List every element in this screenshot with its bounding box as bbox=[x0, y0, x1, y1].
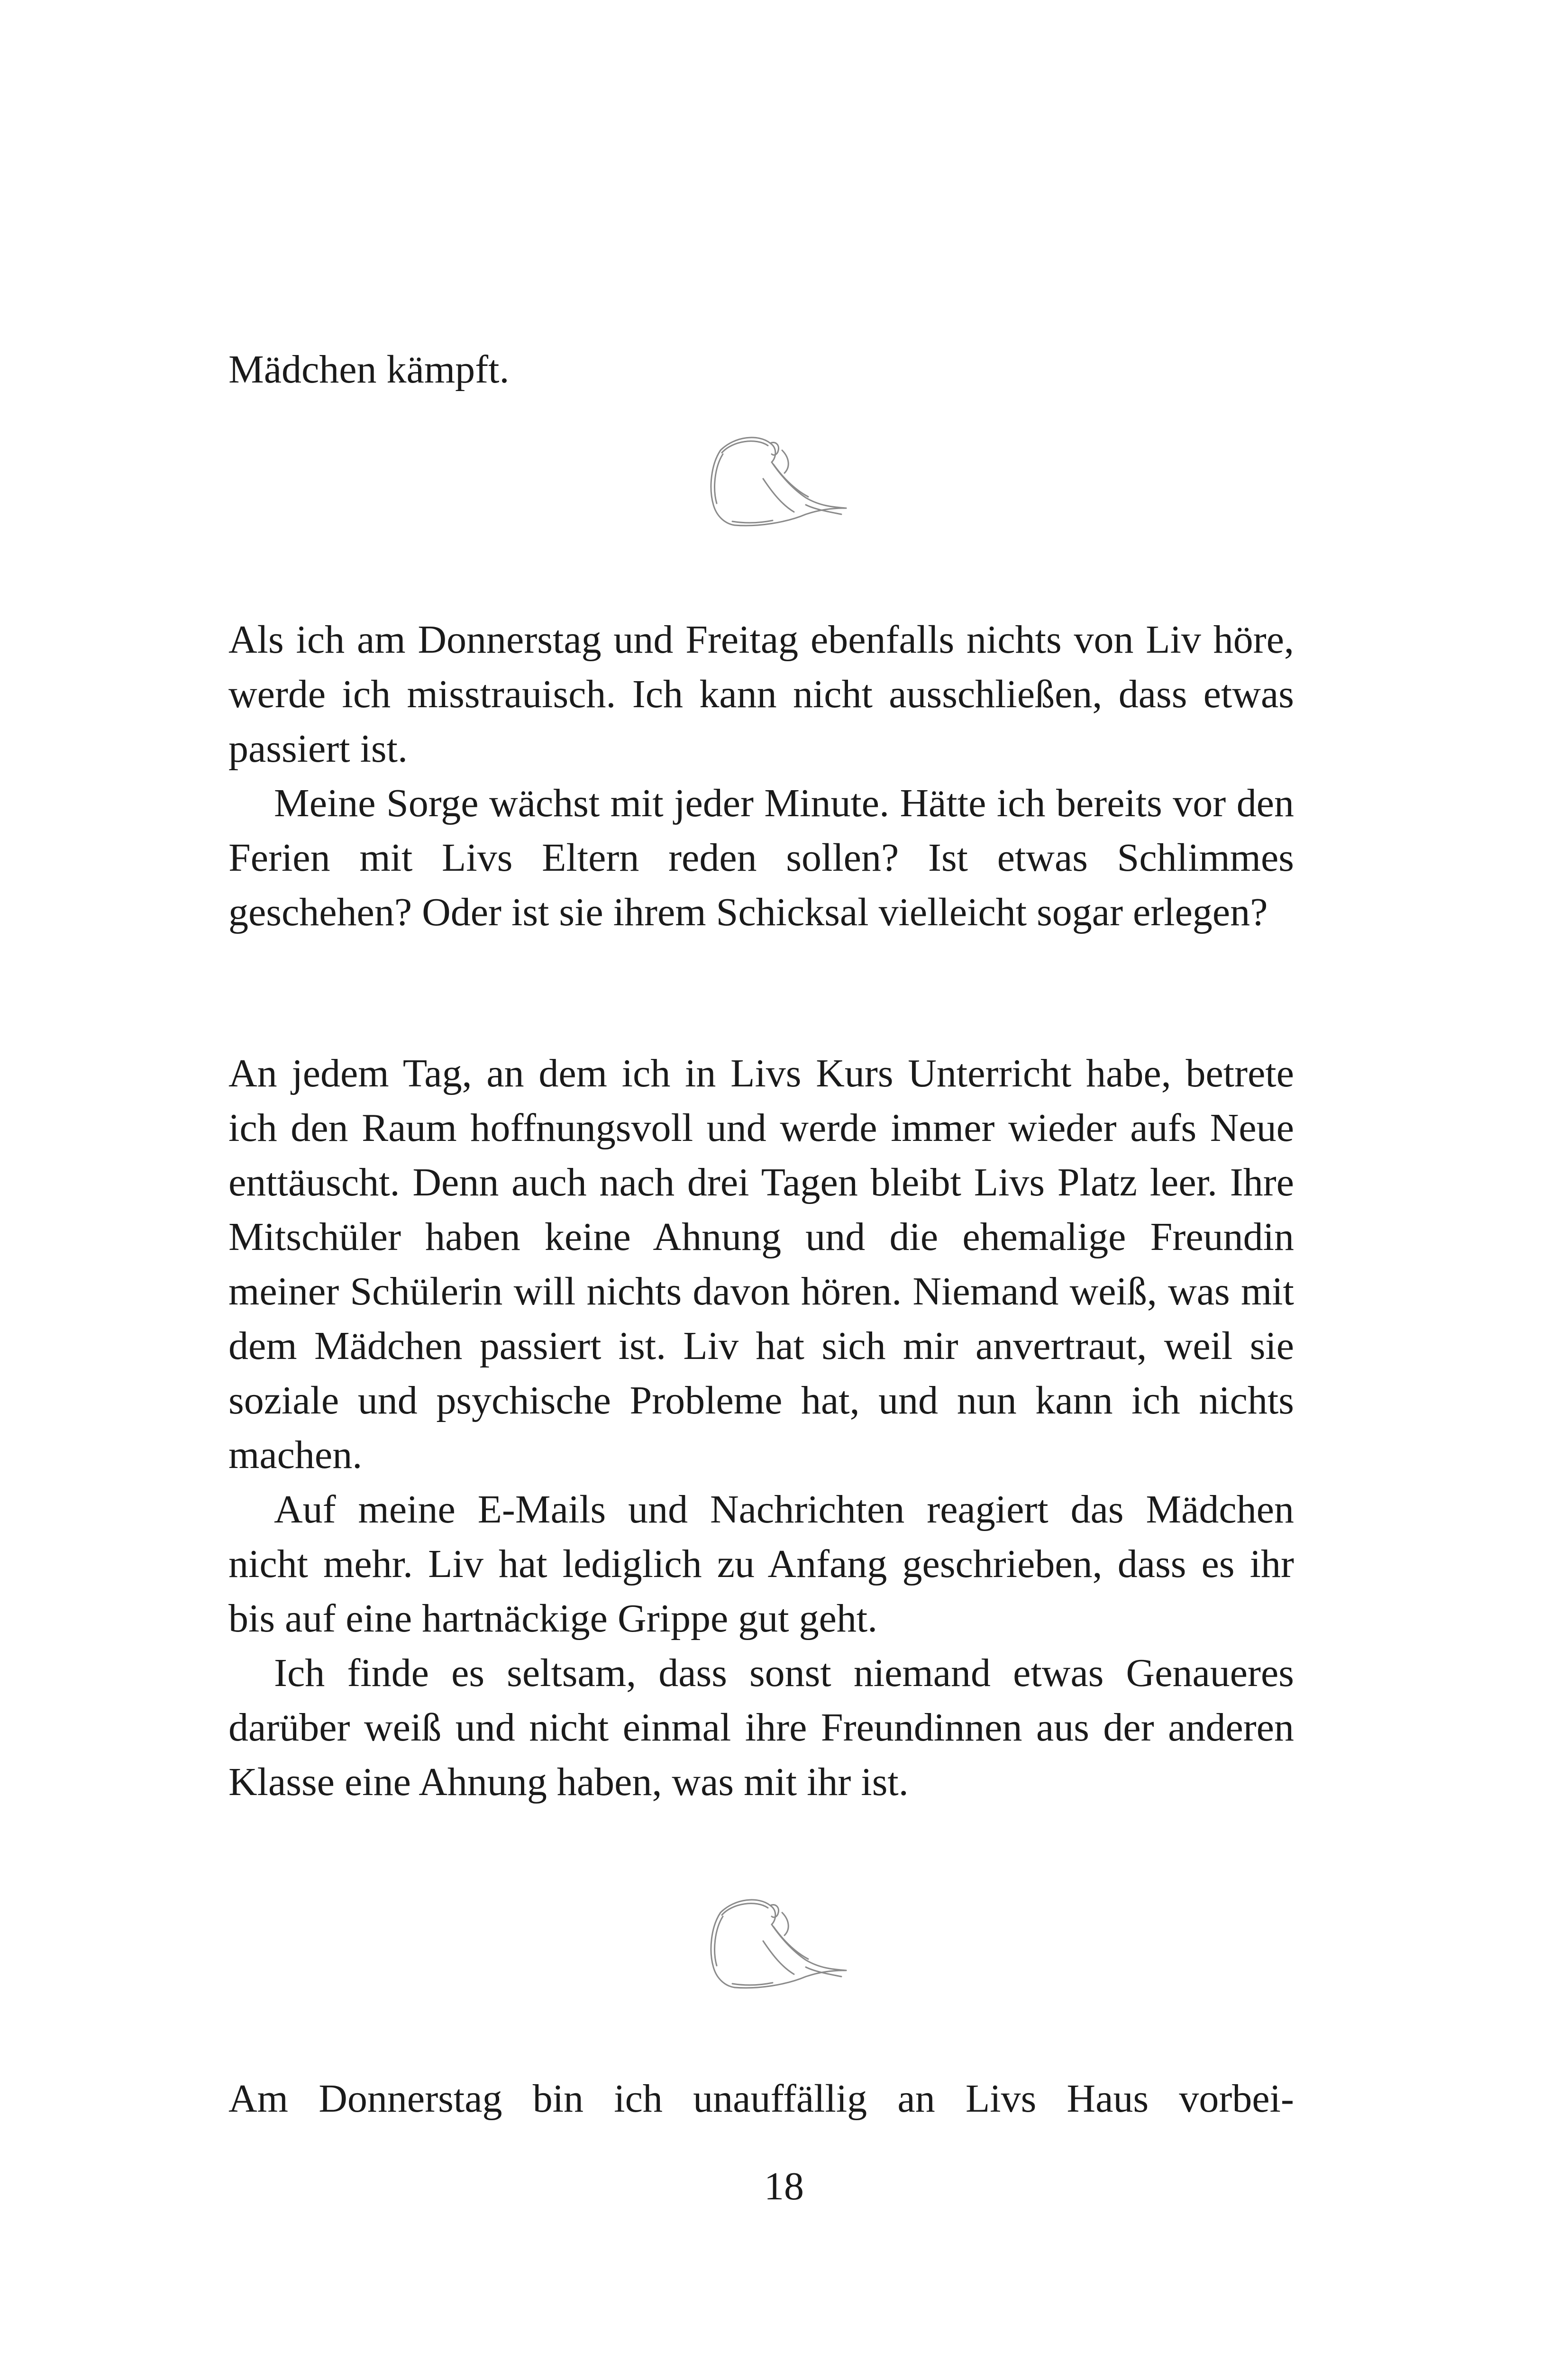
sitting-girl-sketch-icon bbox=[664, 422, 863, 564]
paragraph: Als ich am Donnerstag und Freitag ebenfalls nichts von Liv höre, werde ich misstrauisch. Ich kann nicht ausschließen, dass etwas passiert ist. bbox=[228, 618, 1294, 771]
page-number: 18 bbox=[764, 2164, 804, 2208]
paragraph: Ich finde es seltsam, dass sonst niemand etwas Genaueres darüber weiß und nicht einmal ihre Freundinnen aus der anderen Klasse eine Ahnung haben, was mit ihr ist. bbox=[228, 1651, 1294, 1804]
section-4 bbox=[228, 2071, 1294, 2126]
sitting-girl-sketch-icon bbox=[664, 1884, 863, 2026]
paragraph: Meine Sorge wächst mit jeder Minute. Hätte ich bereits vor den Ferien mit Livs Eltern reden sollen? Ist etwas Schlimmes geschehen? Oder ist sie ihrem Schicksal vielleicht sogar erlegen? bbox=[228, 781, 1294, 934]
section-3 bbox=[228, 1046, 1294, 1809]
paragraph: Auf meine E-Mails und Nachrichten reagiert das Mädchen nicht mehr. Liv hat lediglich zu Anfang geschrieben, dass es ihr bis auf eine hartnäckige Grippe gut geht. bbox=[228, 1487, 1294, 1641]
section-2 bbox=[228, 612, 1294, 939]
paragraph: An jedem Tag, an dem ich in Livs Kurs Unterricht habe, betrete ich den Raum hoffnungsvoll und werde immer wieder aufs Neue enttäuscht. Denn auch nach drei Tagen bleibt Livs Platz leer. Ihre Mitschüler haben keine Ahnung und die ehemalige Freundin meiner Schülerin will nichts davon hören. Niemand weiß, was mit dem Mädchen passiert ist. Liv hat sich mir anvertraut, weil sie soziale und psychische Probleme hat, und nun kann ich nichts machen. bbox=[228, 1051, 1294, 1477]
paragraph: Mädchen kämpft. bbox=[228, 347, 510, 392]
section-1 bbox=[228, 342, 1294, 397]
paragraph: Am Donnerstag bin ich unauffällig an Livs Haus vorbei- bbox=[228, 2077, 1294, 2121]
